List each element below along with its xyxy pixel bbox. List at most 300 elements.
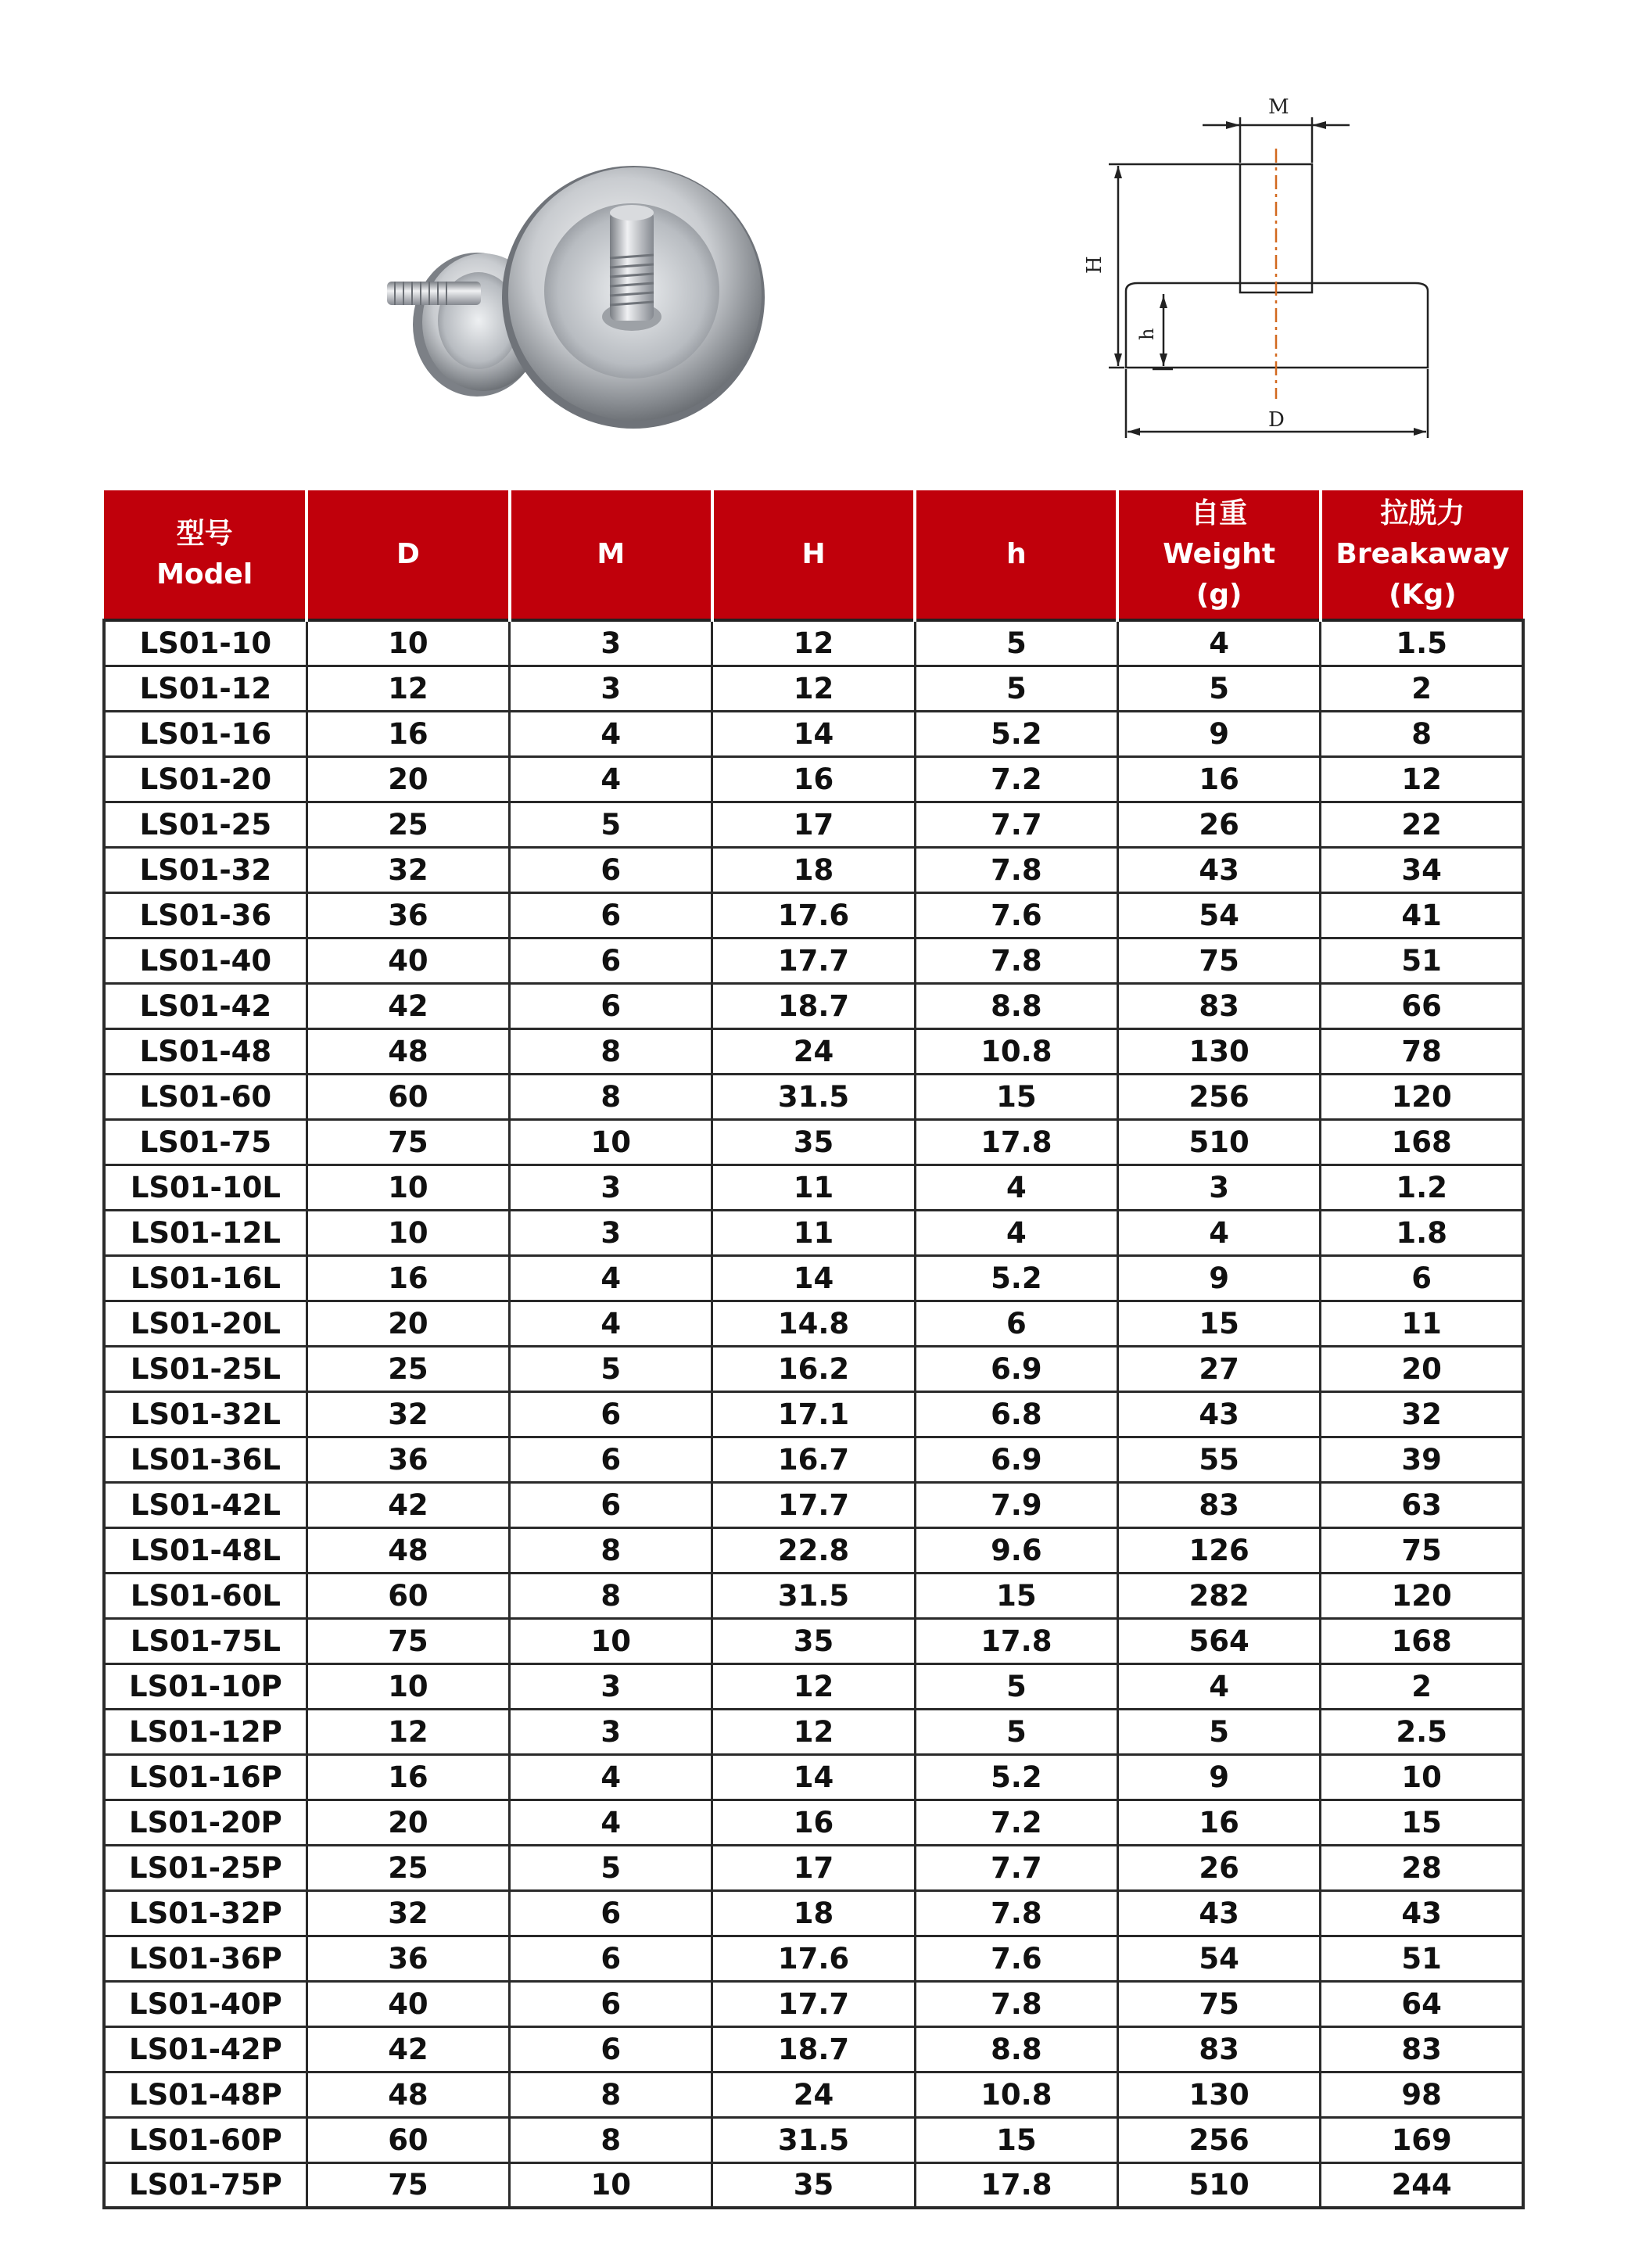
table-row <box>104 1663 1523 1709</box>
cell-col-h-lower: 5.2 <box>915 1255 1117 1301</box>
cell-col-m: 8 <box>510 1573 712 1618</box>
cell-col-d: 42 <box>307 983 509 1028</box>
cell-col-m: 6 <box>510 1482 712 1527</box>
table-row <box>104 983 1523 1028</box>
cell-col-h-lower: 7.8 <box>915 847 1117 892</box>
cell-col-h-upper: 14 <box>712 1754 915 1800</box>
cell-col-model: LS01-32 <box>104 847 307 892</box>
cell-col-weight: 83 <box>1117 1482 1320 1527</box>
large-magnet <box>502 166 765 429</box>
cell-col-h-upper: 16.7 <box>712 1437 915 1482</box>
cell-col-h-lower: 6.8 <box>915 1391 1117 1437</box>
cell-col-weight: 9 <box>1117 711 1320 756</box>
cell-col-h-lower: 8.8 <box>915 2026 1117 2072</box>
table-row <box>104 2026 1523 2072</box>
cell-col-d: 16 <box>307 711 509 756</box>
table-row <box>104 1618 1523 1663</box>
header-line: H <box>801 538 826 570</box>
cell-col-weight: 16 <box>1117 756 1320 802</box>
cell-col-weight: 16 <box>1117 1800 1320 1845</box>
cell-col-h-upper: 31.5 <box>712 1074 915 1119</box>
cell-col-h-lower: 15 <box>915 2117 1117 2162</box>
cell-col-model: LS01-16P <box>104 1754 307 1800</box>
cell-col-d: 12 <box>307 1709 509 1754</box>
table-row <box>104 756 1523 802</box>
table-body <box>104 620 1523 2208</box>
spec-table <box>102 490 1525 2209</box>
cell-col-weight: 510 <box>1117 2162 1320 2208</box>
cell-col-breakaway: 83 <box>1321 2026 1523 2072</box>
cell-col-weight: 5 <box>1117 666 1320 711</box>
cell-col-h-upper: 16 <box>712 1800 915 1845</box>
cell-col-breakaway: 8 <box>1321 711 1523 756</box>
table-row <box>104 938 1523 983</box>
cell-col-h-lower: 7.8 <box>915 1981 1117 2026</box>
cell-col-h-lower: 7.8 <box>915 938 1117 983</box>
cell-col-d: 75 <box>307 1119 509 1165</box>
cell-col-weight: 15 <box>1117 1301 1320 1346</box>
cell-col-h-upper: 12 <box>712 1709 915 1754</box>
cell-col-breakaway: 168 <box>1321 1618 1523 1663</box>
cell-col-m: 4 <box>510 1301 712 1346</box>
cell-col-d: 32 <box>307 1391 509 1437</box>
cell-col-model: LS01-60 <box>104 1074 307 1119</box>
cell-col-model: LS01-12P <box>104 1709 307 1754</box>
table-row <box>104 1437 1523 1482</box>
cell-col-breakaway: 1.8 <box>1321 1210 1523 1255</box>
cell-col-h-upper: 18 <box>712 1890 915 1936</box>
cell-col-m: 6 <box>510 892 712 938</box>
cell-col-weight: 9 <box>1117 1754 1320 1800</box>
cell-col-m: 6 <box>510 1890 712 1936</box>
cell-col-d: 20 <box>307 1800 509 1845</box>
cell-col-breakaway: 98 <box>1321 2072 1523 2117</box>
cell-col-weight: 83 <box>1117 2026 1320 2072</box>
cell-col-m: 6 <box>510 1391 712 1437</box>
table-row <box>104 666 1523 711</box>
cell-col-h-upper: 12 <box>712 666 915 711</box>
cell-col-d: 60 <box>307 1573 509 1618</box>
header-line: M <box>597 538 626 570</box>
table-row <box>104 1527 1523 1573</box>
cell-col-breakaway: 66 <box>1321 983 1523 1028</box>
cell-col-model: LS01-42L <box>104 1482 307 1527</box>
cell-col-weight: 282 <box>1117 1573 1320 1618</box>
cell-col-h-lower: 17.8 <box>915 2162 1117 2208</box>
cell-col-d: 32 <box>307 847 509 892</box>
header-line: 自重 <box>1191 497 1248 529</box>
cell-col-h-upper: 35 <box>712 1618 915 1663</box>
cell-col-m: 6 <box>510 1981 712 2026</box>
header-line: Weight <box>1163 538 1276 570</box>
cell-col-m: 5 <box>510 1346 712 1391</box>
cell-col-d: 10 <box>307 1165 509 1210</box>
cell-col-h-lower: 7.7 <box>915 1845 1117 1890</box>
table-row <box>104 1301 1523 1346</box>
cell-col-m: 10 <box>510 1119 712 1165</box>
cell-col-m: 4 <box>510 1800 712 1845</box>
cell-col-model: LS01-42 <box>104 983 307 1028</box>
cell-col-model: LS01-25 <box>104 802 307 847</box>
cell-col-weight: 54 <box>1117 892 1320 938</box>
cell-col-h-upper: 17.6 <box>712 1936 915 1981</box>
cell-col-h-lower: 5 <box>915 1709 1117 1754</box>
cell-col-breakaway: 78 <box>1321 1028 1523 1074</box>
cell-col-model: LS01-16L <box>104 1255 307 1301</box>
cell-col-m: 6 <box>510 2026 712 2072</box>
table-header-row <box>104 490 1523 620</box>
cell-col-m: 8 <box>510 1028 712 1074</box>
cell-col-breakaway: 15 <box>1321 1800 1523 1845</box>
header-col-m <box>510 490 712 620</box>
cell-col-model: LS01-10L <box>104 1165 307 1210</box>
cell-col-weight: 26 <box>1117 1845 1320 1890</box>
cell-col-d: 48 <box>307 2072 509 2117</box>
cell-col-h-upper: 11 <box>712 1165 915 1210</box>
cell-col-d: 75 <box>307 1618 509 1663</box>
cell-col-d: 60 <box>307 2117 509 2162</box>
cell-col-breakaway: 169 <box>1321 2117 1523 2162</box>
cell-col-weight: 256 <box>1117 1074 1320 1119</box>
cell-col-model: LS01-48P <box>104 2072 307 2117</box>
cell-col-breakaway: 2 <box>1321 1663 1523 1709</box>
header-line: 型号 <box>176 518 233 550</box>
cell-col-m: 5 <box>510 802 712 847</box>
cell-col-h-upper: 17.7 <box>712 1981 915 2026</box>
product-photo <box>344 156 782 438</box>
cell-col-m: 3 <box>510 666 712 711</box>
cell-col-model: LS01-20 <box>104 756 307 802</box>
cell-col-m: 3 <box>510 1709 712 1754</box>
cell-col-model: LS01-75 <box>104 1119 307 1165</box>
table-row <box>104 1573 1523 1618</box>
cell-col-d: 36 <box>307 892 509 938</box>
cell-col-h-lower: 4 <box>915 1210 1117 1255</box>
cell-col-d: 32 <box>307 1890 509 1936</box>
cell-col-h-upper: 14 <box>712 1255 915 1301</box>
cell-col-breakaway: 6 <box>1321 1255 1523 1301</box>
cell-col-d: 75 <box>307 2162 509 2208</box>
cell-col-m: 6 <box>510 938 712 983</box>
header-col-h-upper <box>712 490 915 620</box>
label-d: D <box>1268 408 1285 432</box>
table-row <box>104 1754 1523 1800</box>
table-row <box>104 1119 1523 1165</box>
table-row <box>104 1255 1523 1301</box>
cell-col-h-lower: 7.7 <box>915 802 1117 847</box>
cell-col-breakaway: 1.5 <box>1321 620 1523 666</box>
table-row <box>104 1074 1523 1119</box>
cell-col-breakaway: 63 <box>1321 1482 1523 1527</box>
cell-col-weight: 54 <box>1117 1936 1320 1981</box>
cell-col-breakaway: 64 <box>1321 1981 1523 2026</box>
cell-col-m: 4 <box>510 711 712 756</box>
cell-col-breakaway: 41 <box>1321 892 1523 938</box>
cell-col-model: LS01-12L <box>104 1210 307 1255</box>
cell-col-m: 6 <box>510 1437 712 1482</box>
cell-col-h-upper: 17 <box>712 1845 915 1890</box>
table-row <box>104 2162 1523 2208</box>
cell-col-h-lower: 6 <box>915 1301 1117 1346</box>
table-row <box>104 1482 1523 1527</box>
cell-col-h-upper: 24 <box>712 1028 915 1074</box>
cell-col-h-upper: 14 <box>712 711 915 756</box>
cell-col-h-upper: 35 <box>712 1119 915 1165</box>
cell-col-d: 48 <box>307 1527 509 1573</box>
cell-col-m: 4 <box>510 756 712 802</box>
cell-col-m: 8 <box>510 2117 712 2162</box>
cell-col-model: LS01-48L <box>104 1527 307 1573</box>
cell-col-weight: 26 <box>1117 802 1320 847</box>
cell-col-h-upper: 31.5 <box>712 1573 915 1618</box>
dimension-drawing <box>993 78 1478 461</box>
table-row <box>104 1981 1523 2026</box>
cell-col-model: LS01-20P <box>104 1800 307 1845</box>
cell-col-d: 48 <box>307 1028 509 1074</box>
cell-col-h-lower: 17.8 <box>915 1119 1117 1165</box>
cell-col-h-lower: 8.8 <box>915 983 1117 1028</box>
cell-col-model: LS01-10 <box>104 620 307 666</box>
cell-col-m: 4 <box>510 1255 712 1301</box>
cell-col-h-lower: 7.6 <box>915 892 1117 938</box>
header-line: Breakaway <box>1335 538 1510 570</box>
cell-col-h-upper: 18 <box>712 847 915 892</box>
cell-col-breakaway: 120 <box>1321 1573 1523 1618</box>
cell-col-breakaway: 51 <box>1321 1936 1523 1981</box>
table-row <box>104 847 1523 892</box>
cell-col-weight: 43 <box>1117 1391 1320 1437</box>
table-row <box>104 1890 1523 1936</box>
header-line: (g) <box>1196 579 1242 611</box>
cell-col-weight: 3 <box>1117 1165 1320 1210</box>
header-line: h <box>1006 538 1027 570</box>
cell-col-h-upper: 22.8 <box>712 1527 915 1573</box>
cell-col-model: LS01-40 <box>104 938 307 983</box>
cell-col-d: 40 <box>307 1981 509 2026</box>
cell-col-weight: 510 <box>1117 1119 1320 1165</box>
cell-col-h-lower: 4 <box>915 1165 1117 1210</box>
cell-col-h-upper: 18.7 <box>712 2026 915 2072</box>
cell-col-d: 25 <box>307 802 509 847</box>
cell-col-breakaway: 168 <box>1321 1119 1523 1165</box>
cell-col-weight: 126 <box>1117 1527 1320 1573</box>
cell-col-weight: 5 <box>1117 1709 1320 1754</box>
cell-col-h-upper: 12 <box>712 620 915 666</box>
cell-col-m: 6 <box>510 983 712 1028</box>
cell-col-model: LS01-48 <box>104 1028 307 1074</box>
label-m: M <box>1268 95 1289 119</box>
header-line: (Kg) <box>1389 579 1457 611</box>
cell-col-d: 25 <box>307 1845 509 1890</box>
cell-col-weight: 256 <box>1117 2117 1320 2162</box>
cell-col-weight: 9 <box>1117 1255 1320 1301</box>
cell-col-breakaway: 22 <box>1321 802 1523 847</box>
cell-col-breakaway: 75 <box>1321 1527 1523 1573</box>
cell-col-d: 16 <box>307 1754 509 1800</box>
cell-col-m: 8 <box>510 2072 712 2117</box>
cell-col-h-upper: 17.7 <box>712 1482 915 1527</box>
cell-col-weight: 75 <box>1117 938 1320 983</box>
cell-col-h-lower: 10.8 <box>915 2072 1117 2117</box>
table-row <box>104 892 1523 938</box>
cell-col-m: 8 <box>510 1527 712 1573</box>
header-col-breakaway <box>1321 490 1523 620</box>
cell-col-h-upper: 17 <box>712 802 915 847</box>
cell-col-h-lower: 10.8 <box>915 1028 1117 1074</box>
cell-col-m: 6 <box>510 1936 712 1981</box>
cell-col-h-lower: 7.2 <box>915 756 1117 802</box>
cell-col-m: 8 <box>510 1074 712 1119</box>
cell-col-model: LS01-16 <box>104 711 307 756</box>
cell-col-h-upper: 11 <box>712 1210 915 1255</box>
header-col-weight <box>1117 490 1320 620</box>
cell-col-model: LS01-32P <box>104 1890 307 1936</box>
cell-col-breakaway: 32 <box>1321 1391 1523 1437</box>
cell-col-breakaway: 39 <box>1321 1437 1523 1482</box>
cell-col-model: LS01-20L <box>104 1301 307 1346</box>
cell-col-d: 40 <box>307 938 509 983</box>
cell-col-weight: 75 <box>1117 1981 1320 2026</box>
cell-col-h-lower: 17.8 <box>915 1618 1117 1663</box>
cell-col-m: 3 <box>510 1663 712 1709</box>
cell-col-h-upper: 16.2 <box>712 1346 915 1391</box>
cell-col-h-upper: 31.5 <box>712 2117 915 2162</box>
cell-col-h-upper: 12 <box>712 1663 915 1709</box>
table-row <box>104 2072 1523 2117</box>
cell-col-weight: 27 <box>1117 1346 1320 1391</box>
cell-col-d: 10 <box>307 1210 509 1255</box>
cell-col-m: 3 <box>510 620 712 666</box>
table-row <box>104 620 1523 666</box>
cell-col-d: 42 <box>307 2026 509 2072</box>
cell-col-d: 10 <box>307 1663 509 1709</box>
cell-col-breakaway: 11 <box>1321 1301 1523 1346</box>
cell-col-weight: 43 <box>1117 847 1320 892</box>
cell-col-d: 36 <box>307 1936 509 1981</box>
cell-col-h-upper: 16 <box>712 756 915 802</box>
cell-col-model: LS01-12 <box>104 666 307 711</box>
cell-col-breakaway: 20 <box>1321 1346 1523 1391</box>
header-line: Model <box>156 558 253 590</box>
cell-col-h-lower: 15 <box>915 1074 1117 1119</box>
label-h-lower: h <box>1136 328 1158 340</box>
table-row <box>104 1028 1523 1074</box>
cell-col-weight: 130 <box>1117 1028 1320 1074</box>
cell-col-d: 60 <box>307 1074 509 1119</box>
cell-col-h-upper: 24 <box>712 2072 915 2117</box>
header-line: 拉脱力 <box>1380 497 1465 529</box>
cell-col-h-upper: 35 <box>712 2162 915 2208</box>
table-row <box>104 1845 1523 1890</box>
cell-col-model: LS01-25P <box>104 1845 307 1890</box>
cell-col-breakaway: 34 <box>1321 847 1523 892</box>
cell-col-model: LS01-36P <box>104 1936 307 1981</box>
cell-col-breakaway: 10 <box>1321 1754 1523 1800</box>
cell-col-m: 10 <box>510 1618 712 1663</box>
cell-col-h-lower: 15 <box>915 1573 1117 1618</box>
cell-col-m: 6 <box>510 847 712 892</box>
table-row <box>104 711 1523 756</box>
cell-col-model: LS01-10P <box>104 1663 307 1709</box>
cell-col-d: 36 <box>307 1437 509 1482</box>
cell-col-breakaway: 28 <box>1321 1845 1523 1890</box>
cell-col-model: LS01-75P <box>104 2162 307 2208</box>
label-h-upper: H <box>1083 256 1106 274</box>
cell-col-d: 16 <box>307 1255 509 1301</box>
cell-col-weight: 55 <box>1117 1437 1320 1482</box>
cell-col-h-lower: 7.8 <box>915 1890 1117 1936</box>
cell-col-model: LS01-60P <box>104 2117 307 2162</box>
table-row <box>104 1391 1523 1437</box>
cell-col-m: 10 <box>510 2162 712 2208</box>
cell-col-breakaway: 2.5 <box>1321 1709 1523 1754</box>
cell-col-breakaway: 1.2 <box>1321 1165 1523 1210</box>
cell-col-h-lower: 6.9 <box>915 1437 1117 1482</box>
table-row <box>104 802 1523 847</box>
cell-col-d: 10 <box>307 620 509 666</box>
cell-col-h-lower: 5 <box>915 666 1117 711</box>
cell-col-d: 12 <box>307 666 509 711</box>
cell-col-h-lower: 5 <box>915 1663 1117 1709</box>
cell-col-h-lower: 7.6 <box>915 1936 1117 1981</box>
cell-col-h-lower: 5 <box>915 620 1117 666</box>
cell-col-model: LS01-36L <box>104 1437 307 1482</box>
cell-col-h-upper: 17.6 <box>712 892 915 938</box>
cell-col-h-lower: 7.9 <box>915 1482 1117 1527</box>
cell-col-d: 42 <box>307 1482 509 1527</box>
cell-col-weight: 130 <box>1117 2072 1320 2117</box>
table-row <box>104 1709 1523 1754</box>
cell-col-m: 3 <box>510 1210 712 1255</box>
cell-col-breakaway: 51 <box>1321 938 1523 983</box>
cell-col-model: LS01-42P <box>104 2026 307 2072</box>
table-row <box>104 2117 1523 2162</box>
table-row <box>104 1165 1523 1210</box>
cell-col-h-lower: 5.2 <box>915 711 1117 756</box>
cell-col-h-lower: 9.6 <box>915 1527 1117 1573</box>
table-row <box>104 1800 1523 1845</box>
cell-col-d: 25 <box>307 1346 509 1391</box>
cell-col-weight: 83 <box>1117 983 1320 1028</box>
cell-col-h-upper: 14.8 <box>712 1301 915 1346</box>
header-line: D <box>396 538 420 570</box>
cell-col-model: LS01-40P <box>104 1981 307 2026</box>
cell-col-breakaway: 43 <box>1321 1890 1523 1936</box>
cell-col-model: LS01-36 <box>104 892 307 938</box>
cell-col-model: LS01-32L <box>104 1391 307 1437</box>
cell-col-h-upper: 17.1 <box>712 1391 915 1437</box>
header-col-d <box>307 490 509 620</box>
cell-col-d: 20 <box>307 756 509 802</box>
cell-col-h-lower: 7.2 <box>915 1800 1117 1845</box>
cell-col-breakaway: 12 <box>1321 756 1523 802</box>
cell-col-breakaway: 120 <box>1321 1074 1523 1119</box>
table-row <box>104 1346 1523 1391</box>
cell-col-h-lower: 5.2 <box>915 1754 1117 1800</box>
cell-col-model: LS01-25L <box>104 1346 307 1391</box>
header-col-model <box>104 490 307 620</box>
cell-col-model: LS01-60L <box>104 1573 307 1618</box>
table-row <box>104 1936 1523 1981</box>
cell-col-breakaway: 244 <box>1321 2162 1523 2208</box>
cell-col-m: 5 <box>510 1845 712 1890</box>
cell-col-h-lower: 6.9 <box>915 1346 1117 1391</box>
cell-col-weight: 43 <box>1117 1890 1320 1936</box>
cell-col-h-upper: 17.7 <box>712 938 915 983</box>
cell-col-d: 20 <box>307 1301 509 1346</box>
cell-col-model: LS01-75L <box>104 1618 307 1663</box>
cell-col-weight: 4 <box>1117 620 1320 666</box>
